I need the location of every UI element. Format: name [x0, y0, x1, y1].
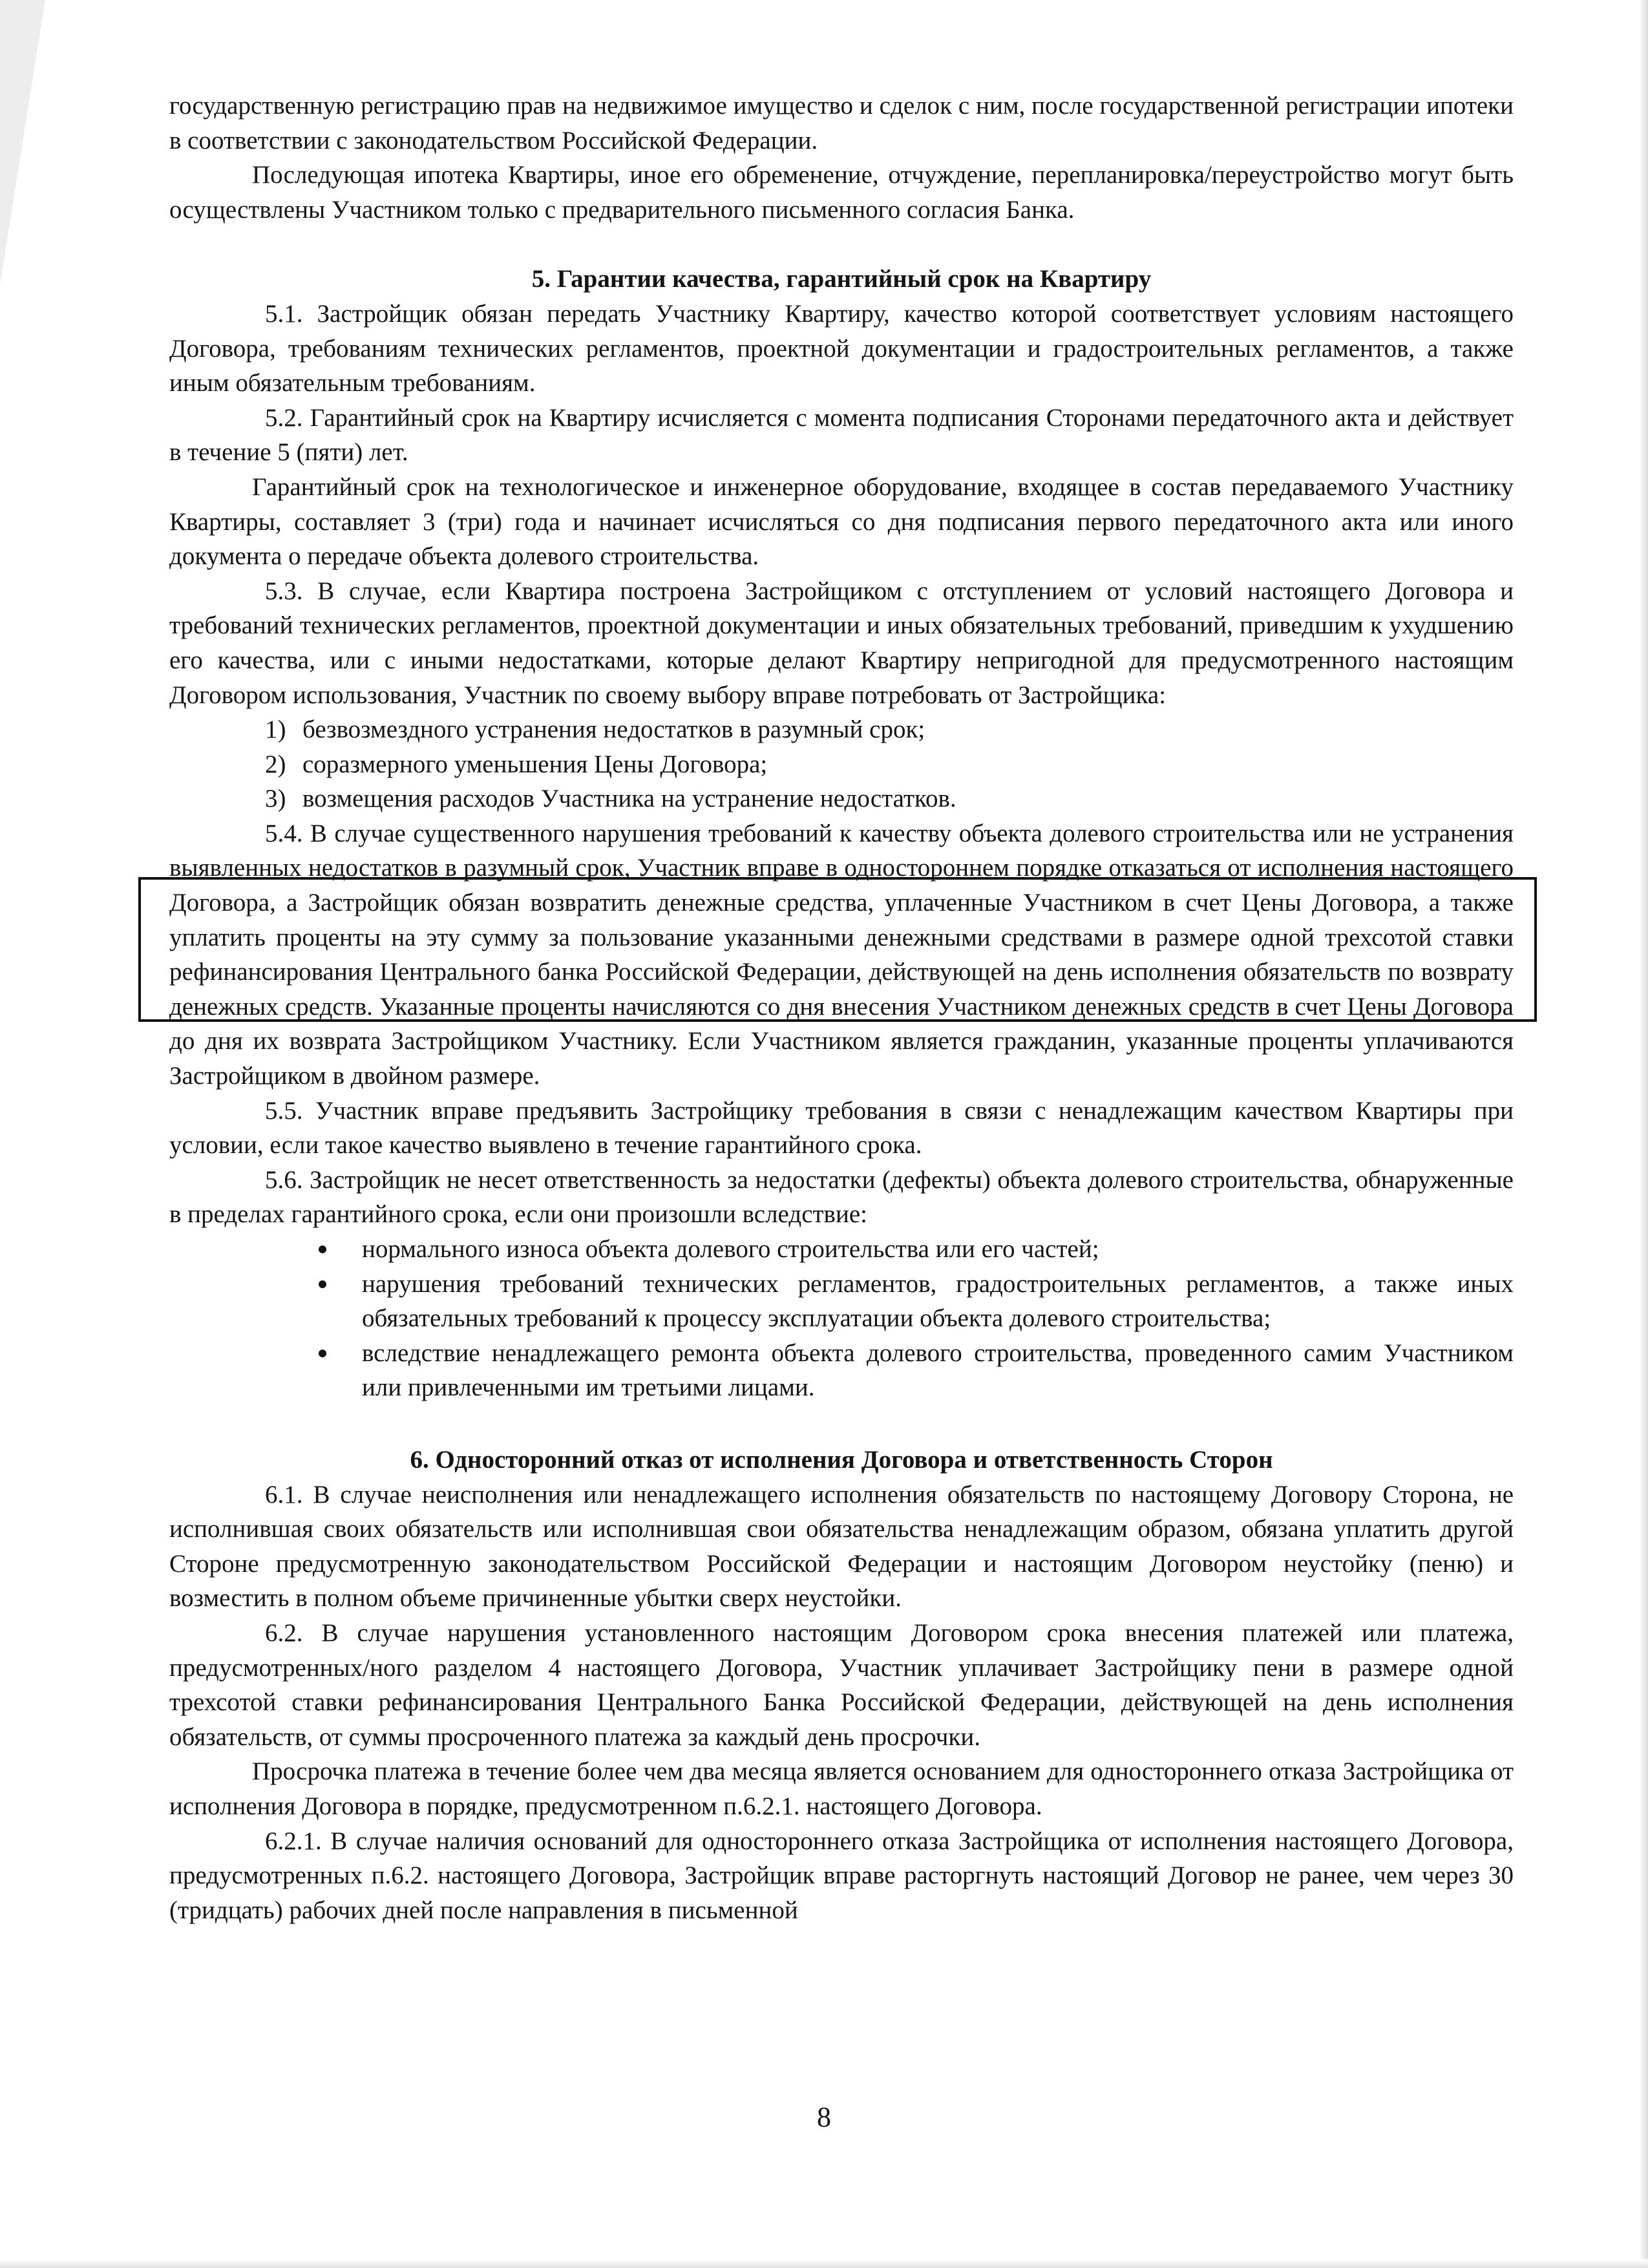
clause-5-2-equipment: Гарантийный срок на технологическое и инженерное оборудование, входящее в состав передаваемого Участнику Квартиры, составляет 3 (три) года и начинает исчисляться со дня подписания первого передаточного акта или иного документа о передаче объекта долевого строительства. [169, 472, 1514, 571]
section-6-title: 6. Односторонний отказ от исполнения Договора и ответственность Сторон [410, 1445, 1273, 1474]
section-5-title: 5. Гарантии качества, гарантийный срок на Квартиру [531, 265, 1152, 293]
clause-5-5: 5.5. Участник вправе предъявить Застройщику требования в связи с ненадлежащим качеством Квартиры при условии, если такое качество выявлено в течение гарантийного срока. [169, 1096, 1514, 1160]
clause-5-6-bullets [169, 1232, 1514, 1405]
document-page [169, 89, 1514, 1927]
clause-5-4: 5.4. В случае существенного нарушения требований к качеству объекта долевого строительства или не устранения выявленных недостатков в разумный срок, Участник вправе в одностороннем порядке отказаться от исполнения настоящего Договора, а Застройщик обязан возвратить денежные средства, уплаченные Участником в счет Цены Договора, а также уплатить проценты на эту сумму за пользование указанными денежными средствами в размере одной трехсотой ставки рефинансирования Центрального банка Российской Федерации, действующей на день исполнения обязательств по возврату денежных средств. Указанные проценты начисляются со дня внесения Участником денежных средств в счет Цены Договора до дня их возврата Застройщиком Участнику. Если Участником является гражданин, указанные проценты уплачиваются Застройщиком в двойном размере. [169, 819, 1514, 1090]
paragraph-registration: государственную регистрацию прав на недвижимое имущество и сделок с ним, после государственной регистрации ипотеки в соответствии с законодательством Российской Федерации. [169, 92, 1514, 154]
bullet-item [169, 1267, 1514, 1336]
clause-6-2-1: 6.2.1. В случае наличия оснований для одностороннего отказа Застройщика от исполнения настоящего Договора, предусмотренных п.6.2. настоящего Договора, Застройщик вправе расторгнуть настоящий Договор не ранее, чем через 30 (тридцать) рабочих дней после направления в письменной [169, 1827, 1514, 1924]
list-number: 3) [265, 785, 286, 813]
bullet-dot-icon [319, 1350, 326, 1357]
scan-edge-shadow-right [1639, 0, 1648, 2268]
clause-6-1: 6.1. В случае неисполнения или ненадлежащего исполнения обязательств по настоящему Договору Сторона, не исполнившая своих обязательств или исполнившая свои обязательства ненадлежащим образом, обязана уплатить другой Стороне предусмотренную законодательством Российской Федерации и настоящим Договором неустойку (пеню) и возместить в полном объеме причиненные убытки сверх неустойки. [169, 1480, 1514, 1613]
list-item [169, 781, 1514, 816]
clause-6-2: 6.2. В случае нарушения установленного настоящим Договором срока внесения платежей или платежа, предусмотренных/ного разделом 4 настоящего Договора, Участник уплачивает Застройщику пени в размере одной трехсотой ставки рефинансирования Центрального Банка Российской Федерации, действующей на день исполнения обязательств, от суммы просроченного платежа за каждый день просрочки. [169, 1618, 1514, 1751]
bullet-dot-icon [319, 1280, 326, 1288]
clause-5-3-options-list [169, 712, 1514, 816]
list-number: 2) [265, 750, 286, 778]
list-text: соразмерного уменьшения Цены Договора; [302, 750, 768, 778]
bullet-item [169, 1232, 1514, 1267]
list-text: возмещения расходов Участника на устранение недостатков. [302, 785, 956, 813]
list-number: 1) [265, 715, 286, 744]
clause-5-2: 5.2. Гарантийный срок на Квартиру исчисляется с момента подписания Сторонами передаточного акта и действует в течение 5 (пяти) лет. [169, 403, 1514, 467]
bullet-text: вследствие ненадлежащего ремонта объекта долевого строительства, проведенного самим Участником или привлеченными им третьими лицами. [362, 1339, 1514, 1402]
page-number: 8 [817, 2101, 831, 2133]
bullet-text: нарушения требований технических регламентов, градостроительных регламентов, а также иных обязательных требований к процессу эксплуатации объекта долевого строительства; [362, 1269, 1514, 1333]
bullet-dot-icon [319, 1245, 326, 1253]
list-text: безвозмездного устранения недостатков в разумный срок; [302, 715, 925, 744]
paragraph-subsequent-mortgage: Последующая ипотека Квартиры, иное его обременение, отчуждение, перепланировка/переустройство могут быть осуществлены Участником только с предварительного письменного согласия Банка. [169, 161, 1514, 224]
clause-5-6: 5.6. Застройщик не несет ответственность за недостатки (дефекты) объекта долевого строительства, обнаруженные в пределах гарантийного срока, если они произошли вследствие: [169, 1165, 1514, 1229]
clause-5-1: 5.1. Застройщик обязан передать Участнику Квартиру, качество которой соответствует условиям настоящего Договора, требованиям технических регламентов, проектной документации и градостроительных регламентов, а также иным обязательным требованиям. [169, 299, 1514, 397]
bullet-item [169, 1336, 1514, 1405]
clause-6-2-overdue: Просрочка платежа в течение более чем два месяца является основанием для одностороннего отказа Застройщика от исполнения Договора в порядке, предусмотренном п.6.2.1. настоящего Договора. [169, 1757, 1514, 1820]
clause-5-3: 5.3. В случае, если Квартира построена Застройщиком с отступлением от условий настоящего Договора и требований технических регламентов, проектной документации и иных обязательных требований, приведшим к ухудшению его качества, или с иными недостатками, которые делают Квартиру непригодной для предусмотренного настоящим Договором использования, Участник по своему выбору вправе потребовать от Застройщика: [169, 577, 1514, 709]
scan-edge-shadow-bottom [0, 2259, 1648, 2268]
list-item [169, 747, 1514, 782]
bullet-text: нормального износа объекта долевого строительства или его частей; [362, 1235, 1099, 1263]
scan-edge-shadow-left [0, 0, 45, 284]
list-item [169, 712, 1514, 747]
